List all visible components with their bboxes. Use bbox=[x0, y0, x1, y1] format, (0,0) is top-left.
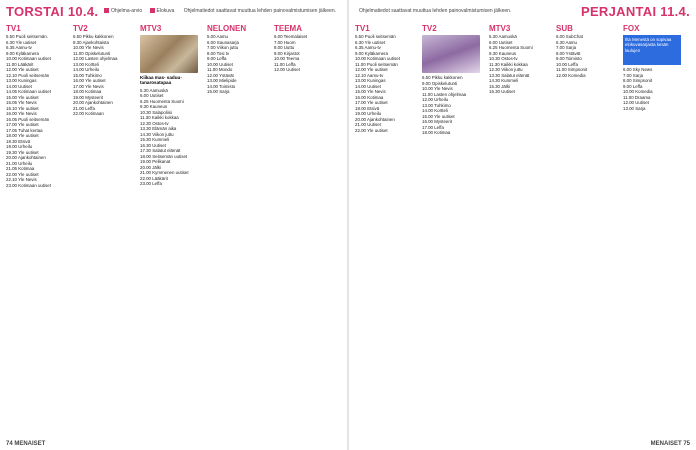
program-listing: 16.00 Yle uutiset bbox=[73, 78, 106, 83]
channel-column bbox=[489, 24, 551, 436]
legend-note: Ohjelmatiedot saattavat muuttua lehden painovalmistumisen jälkeen. bbox=[359, 8, 512, 14]
program-listing: 5.50 Puoli seitsemän. bbox=[6, 34, 48, 39]
program-listing: 20.00 Ajankohtainen bbox=[355, 116, 395, 122]
program-listing: 6.00 Sky News bbox=[623, 67, 653, 72]
program-listing: 16.00 Kotimaa bbox=[355, 94, 384, 100]
program-listing: 5.00 Aamu bbox=[207, 34, 228, 39]
program-listing: 22.00 Lääkärit bbox=[140, 175, 168, 181]
program-listing: 19.00 Mysteerit bbox=[73, 94, 104, 100]
left-columns bbox=[6, 24, 341, 436]
channel-heading: TV2 bbox=[422, 24, 437, 33]
program-listing: 14.00 Toimisto bbox=[207, 83, 236, 89]
program-listing: 19.00 Pelikanat bbox=[140, 159, 171, 165]
program-listing: 9.00 Toimisto bbox=[556, 56, 582, 61]
program-listing: 17.00 Yle uutiset bbox=[355, 100, 388, 105]
program-listing: 18.00 Seitsemän uutiset bbox=[140, 153, 188, 159]
program-listing: 10.30 Ostos-tv bbox=[489, 56, 518, 61]
program-listing: 13.30 Elämän aika bbox=[140, 126, 177, 132]
program-photo bbox=[422, 35, 480, 73]
channel-heading: MTV3 bbox=[489, 24, 511, 33]
right-legend bbox=[359, 8, 511, 14]
program-listing: 18.00 Kotimaa bbox=[422, 130, 451, 135]
program-listing: 11.00 Leffa bbox=[274, 61, 296, 67]
program-listing: 11.30 Kaikki kokkaa bbox=[489, 61, 528, 67]
program-listing: 22.00 Yle uutiset bbox=[355, 127, 388, 133]
program-listing: 9.00 Kirjastot bbox=[274, 50, 300, 56]
program-photo bbox=[140, 35, 198, 73]
program-listing: 15.00 Yle uutiset bbox=[6, 94, 39, 100]
program-listing: 19.00 Urheilu bbox=[355, 111, 382, 116]
program-listing: 12.00 Ystävät bbox=[207, 72, 234, 78]
program-listing: 15.30 Kummeli bbox=[140, 137, 170, 143]
channel-heading: TV1 bbox=[6, 24, 21, 33]
right-footer: MENAISET 75 bbox=[650, 441, 690, 447]
program-listing: 15.00 Yle Nevis bbox=[355, 89, 386, 94]
program-listing: 12.00 Uutiset bbox=[623, 100, 649, 105]
program-listing: 11.00 Simpsonit bbox=[556, 67, 588, 72]
program-listing: 7.00 Sarja bbox=[623, 72, 644, 78]
program-listing: 7.00 Viikon juttu bbox=[207, 45, 239, 50]
program-listing: 14.30 Viikon juttu bbox=[140, 131, 174, 137]
program-listing: 20.00 Ajankohtainen bbox=[73, 100, 113, 105]
channel-heading: FOX bbox=[623, 24, 640, 33]
program-listing: 10.00 Komedia bbox=[623, 89, 653, 94]
channel-column bbox=[623, 24, 685, 436]
legend-item: Ohjelma-arvio bbox=[111, 8, 143, 14]
program-listing: 12.30 Viikon juttu bbox=[489, 67, 523, 72]
program-listing: 21.00 Urheilu bbox=[6, 160, 33, 166]
program-listing: 10.00 Yle Nevis bbox=[422, 86, 453, 91]
program-listing: 16.30 Uutiset bbox=[489, 89, 515, 94]
rating-swatch-icon bbox=[104, 8, 109, 13]
program-listing: 14.30 Kummeli bbox=[489, 78, 519, 83]
right-columns bbox=[355, 24, 690, 436]
program-listing: 20.00 Ajankohtainen bbox=[6, 155, 46, 160]
program-listing: 12.30 Ostos-tv bbox=[140, 120, 169, 126]
program-listing: 18.00 Yle uutiset bbox=[6, 133, 39, 138]
channel-column bbox=[73, 24, 135, 436]
program-listing: 6.00 Uutiset bbox=[489, 39, 513, 45]
channel-column bbox=[140, 24, 202, 436]
program-listing: 12.10 Puoli seitsemän bbox=[6, 72, 50, 78]
program-listing: 9.00 Opiskelutunti bbox=[422, 80, 458, 86]
program-listing: 10.00 Teema bbox=[274, 56, 300, 61]
channel-heading: NELONEN bbox=[207, 24, 247, 33]
program-listing: 22.10 Yle Nevis bbox=[6, 177, 37, 182]
program-listing: 23.00 Leffa bbox=[140, 181, 162, 187]
program-listing: 13.00 Kortteli bbox=[73, 61, 99, 67]
program-listing: 7.00 Huom bbox=[274, 39, 296, 45]
left-legend bbox=[98, 8, 336, 14]
legend-note: Ohjelmatiedot saattavat muuttua lehden painovalmistumisen jälkeen. bbox=[183, 8, 337, 14]
movie-swatch-icon bbox=[150, 8, 155, 13]
left-page bbox=[0, 0, 347, 450]
program-listing: 6.30 Yle uutiset bbox=[6, 39, 37, 45]
program-listing: 13.00 Tuhkimo bbox=[422, 102, 451, 108]
program-listing: 16.30 Uutiset bbox=[140, 142, 166, 148]
program-listing: 9.00 Leffa bbox=[623, 83, 643, 89]
legend-item: Elokuva bbox=[156, 8, 175, 14]
program-listing: 16.05 Puoli seitsemän bbox=[6, 116, 50, 122]
program-listing: 11.00 Lasten ohjelmaa bbox=[422, 91, 467, 97]
program-listing: 11.00 Lääkärit bbox=[6, 61, 34, 67]
program-listing: 6.50 Pikku kakkonen bbox=[422, 75, 463, 80]
program-listing: 6.00 Saunasarja bbox=[207, 39, 239, 45]
program-listing: 21.00 Leffa bbox=[73, 105, 95, 111]
program-listing: 18.30 Etsivä bbox=[6, 138, 31, 144]
program-listing: 6.50 Pikku kakkonen bbox=[73, 34, 114, 39]
program-listing: 14.00 Kortteli bbox=[422, 108, 448, 113]
program-listing: 13.00 Sarja bbox=[623, 105, 646, 111]
program-listing: 17.00 Leffa bbox=[422, 124, 444, 130]
program-listing: 16.00 Mysteerit bbox=[422, 119, 453, 124]
program-listing: 9.30 Ajankohtaista bbox=[73, 39, 109, 45]
program-listing: 6.35 Aamu-tv bbox=[6, 45, 32, 50]
program-listing: 19.00 Urheilu bbox=[6, 144, 33, 149]
program-listing: 12.00 Uutiset bbox=[274, 67, 300, 72]
program-listing: 11.30 Kaikki kokkaa bbox=[140, 115, 179, 121]
program-listing: 7.00 Sarja bbox=[556, 45, 577, 50]
program-listing: 23.00 Kotimaan uutiset bbox=[6, 182, 51, 188]
program-listing: 15.00 Tuhkimo bbox=[73, 72, 102, 78]
program-listing: 21.05 Kotimaa bbox=[6, 166, 35, 171]
program-listing: 9.00 Leffa bbox=[207, 56, 227, 61]
program-listing: 6.30 Aamu bbox=[556, 39, 577, 45]
program-listing: 12.10 Aamu-tv bbox=[355, 72, 384, 78]
photo-caption: Kiikaa mas- saduu- tanarosatapaa bbox=[140, 75, 182, 86]
program-listing: 22.00 Kotimaan bbox=[73, 111, 104, 116]
program-listing: 17.30 Salatut elämät bbox=[140, 148, 181, 154]
program-listing: 5.50 Puoli seitsemän bbox=[355, 34, 396, 39]
program-listing: 14.00 Urheilu bbox=[73, 67, 100, 72]
program-listing: 21.00 Kymmenen uutiset bbox=[140, 170, 189, 176]
program-listing: 10.00 Kotimaan uutiset bbox=[6, 56, 51, 61]
program-listing: 17.00 Yle Nevis bbox=[73, 83, 104, 89]
program-listing: 18.00 Etsivä bbox=[355, 105, 380, 111]
program-listing: 9.00 Kyläkamera bbox=[355, 50, 388, 56]
left-topbar bbox=[6, 4, 341, 20]
program-listing: 12.00 Yle uutiset bbox=[6, 67, 39, 72]
program-listing: 15.00 Yle uutiset bbox=[422, 113, 455, 119]
program-listing: 15.00 Sarja bbox=[207, 89, 230, 94]
program-listing: 18.00 Kotimaa bbox=[73, 89, 102, 94]
program-listing: 8.00 Tosi tv bbox=[207, 50, 230, 56]
channel-heading: TV2 bbox=[73, 24, 88, 33]
program-listing: 11.00 Puoli seitsemän bbox=[355, 61, 398, 67]
program-listing: 8.00 Ystävät bbox=[556, 50, 581, 56]
program-listing: 6.25 Huomenta Suomi bbox=[140, 98, 184, 104]
program-listing: 12.00 Urheilu bbox=[422, 97, 449, 102]
program-listing: 6.00 SubChat bbox=[556, 34, 583, 39]
program-listing: 10.00 Uutiset bbox=[207, 61, 233, 67]
program-listing: 16.00 Yle Nevis bbox=[6, 111, 37, 116]
program-listing: 11.00 Opiskelutunti bbox=[73, 50, 111, 56]
program-listing: 14.00 Uutiset bbox=[6, 83, 32, 89]
program-listing: 22.00 Yle uutiset bbox=[6, 171, 39, 177]
right-day-title: PERJANTAI 11.4. bbox=[580, 4, 690, 19]
program-listing: 9.30 Kauneus bbox=[140, 104, 168, 110]
program-listing: 5.30 Aamuskä bbox=[489, 34, 517, 39]
channel-heading: MTV3 bbox=[140, 24, 162, 33]
program-listing: 8.00 Simpsonit bbox=[623, 78, 653, 83]
program-listing: 10.00 Leffa bbox=[556, 61, 578, 67]
program-listing: 10.00 Yle Nevis bbox=[73, 45, 104, 50]
program-listing: 13.00 Mielipide bbox=[207, 78, 237, 83]
left-day-title: TORSTAI 10.4. bbox=[6, 4, 99, 19]
program-listing: 5.30 Aamuskä bbox=[140, 87, 168, 93]
program-listing: 12.00 Lasten ohjelmaa bbox=[73, 56, 118, 61]
program-listing: 19.30 Yle uutiset bbox=[6, 149, 39, 155]
program-listing: 12.00 Yle uutiset bbox=[355, 67, 388, 72]
program-listing: 15.10 Yle uutiset bbox=[6, 105, 39, 111]
program-listing: 6.30 Yle uutiset bbox=[355, 39, 386, 45]
program-listing: 12.00 Komedia bbox=[556, 72, 586, 78]
channel-heading: TV1 bbox=[355, 24, 370, 33]
channel-heading: TEEMA bbox=[274, 24, 302, 33]
channel-column bbox=[6, 24, 68, 436]
program-listing: 17.00 Yle uutiset bbox=[6, 122, 39, 127]
program-listing: 8.00 Uuttu bbox=[274, 45, 295, 50]
program-listing: 11.00 Draama bbox=[623, 94, 651, 100]
program-listing: 9.00 Kyläkamera bbox=[6, 50, 39, 56]
program-listing: 10.00 Kotimaan uutiset bbox=[355, 56, 400, 61]
channel-column bbox=[422, 24, 484, 436]
program-listing: 14.00 Uutiset bbox=[355, 83, 381, 89]
program-listing: 6.25 Huomenta Suomi bbox=[489, 45, 533, 50]
editor-pick-box: Ilta Menestä on sopivaa elokuvasarjasta kesän laulujen bbox=[623, 35, 681, 65]
program-listing: 15.30 Jälki bbox=[489, 83, 510, 89]
program-listing: 14.05 Kotimaan uutiset bbox=[6, 89, 51, 94]
right-page bbox=[349, 0, 696, 450]
right-topbar bbox=[355, 4, 690, 20]
program-listing: 13.30 Salatut elämät bbox=[489, 72, 530, 78]
left-footer: 74 MENAISET bbox=[6, 441, 46, 447]
program-listing: 10.30 Salapoliisi bbox=[140, 109, 172, 115]
channel-column bbox=[355, 24, 417, 436]
channel-column bbox=[274, 24, 336, 436]
program-listing: 21.00 Uutiset bbox=[355, 122, 381, 127]
program-listing: 20.00 Jälki bbox=[140, 164, 161, 170]
program-listing: 13.00 Kuningas bbox=[355, 78, 386, 83]
program-listing: 13.00 Kuningas bbox=[6, 78, 37, 83]
program-listing: 11.00 Mondo bbox=[207, 67, 233, 72]
program-listing: 15.05 Yle Nevis bbox=[6, 100, 37, 105]
channel-column bbox=[207, 24, 269, 436]
channel-column bbox=[556, 24, 618, 436]
program-listing: 6.35 Aamu-tv bbox=[355, 45, 381, 50]
channel-heading: SUB bbox=[556, 24, 573, 33]
program-listing: 6.00 Teemalaiset bbox=[274, 34, 308, 39]
program-listing: 6.00 Uutiset bbox=[140, 93, 164, 99]
program-listing: 17.05 Tuhat kertaa bbox=[6, 127, 43, 133]
program-listing: 9.30 Kauneus bbox=[489, 50, 517, 56]
